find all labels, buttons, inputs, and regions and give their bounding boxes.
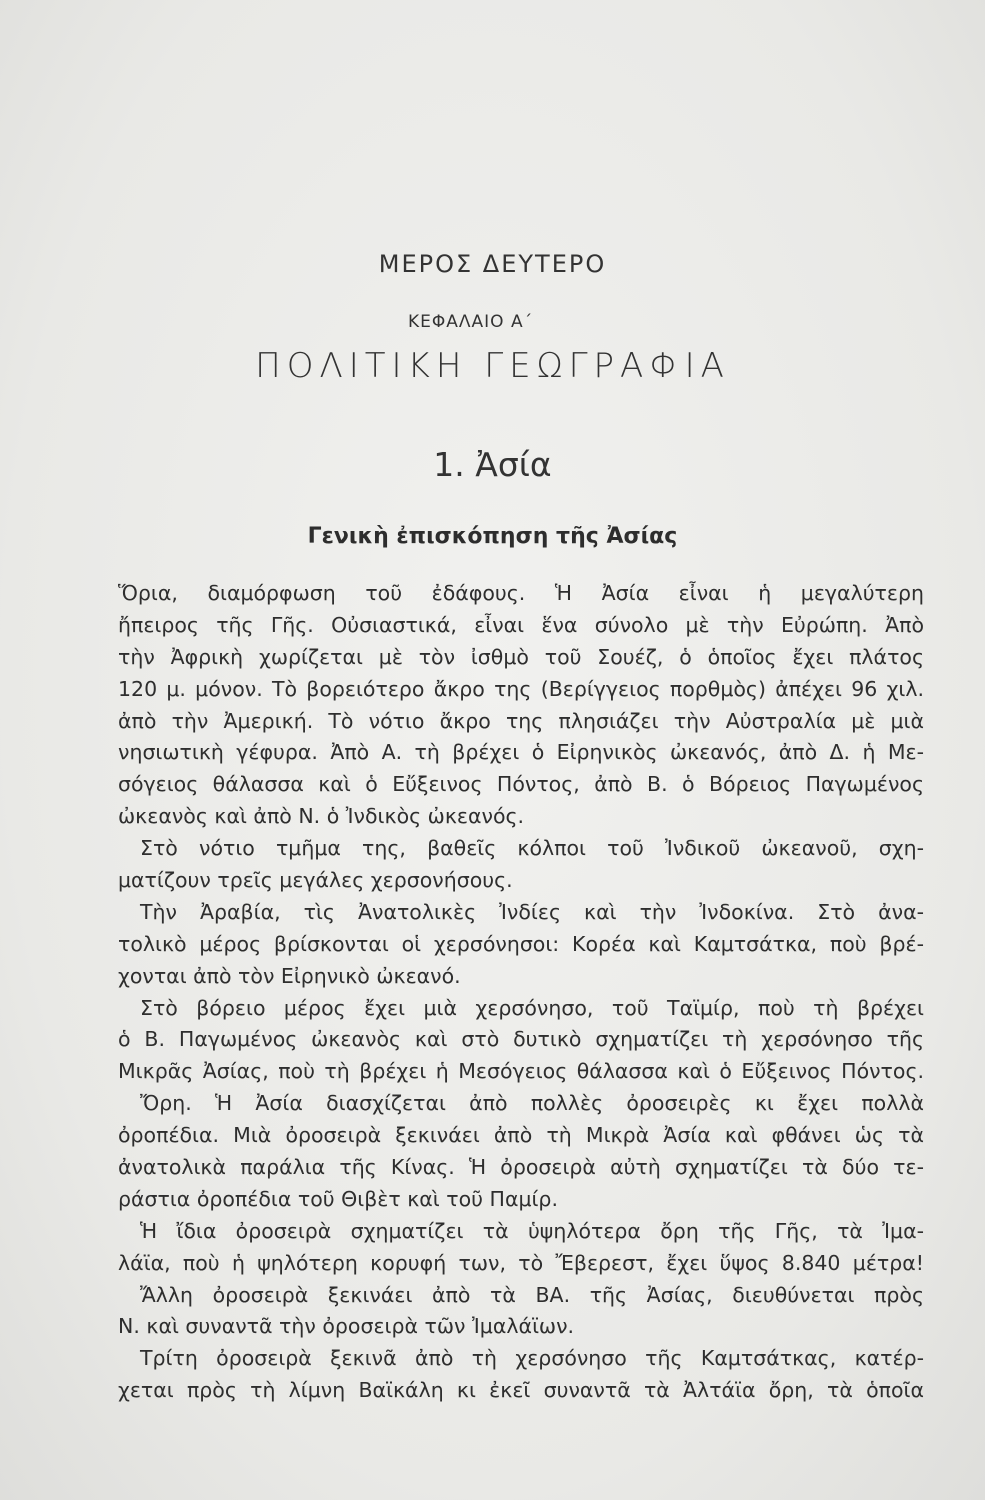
text-line: σόγειος θάλασσα καὶ ὁ Εὔξεινος Πόντος, ἀπὸ Β. ὁ Βόρειος Παγωμένος bbox=[118, 772, 924, 797]
text-line: ἀπὸ τὴν Ἀμερική. Τὸ νότιο ἄκρο της πλησιάζει τὴν Αὐστραλία μὲ μιὰ bbox=[118, 708, 924, 733]
text-line: τολικὸ μέρος βρίσκονται οἱ χερσόνησοι: Κορέα καὶ Καμτσάτκα, ποὺ βρέ- bbox=[118, 931, 924, 956]
section-title: 1. Ἀσία bbox=[433, 445, 552, 484]
body-text bbox=[118, 578, 924, 1407]
text-line: νησιωτικὴ γέφυρα. Ἀπὸ Α. τὴ βρέχει ὁ Εἰρηνικὸς ὠκεανός, ἀπὸ Δ. ἡ Με- bbox=[118, 740, 924, 765]
text-line: ὁ Β. Παγωμένος ὠκεανὸς καὶ στὸ δυτικὸ σχηματίζει τὴ χερσόνησο τῆς bbox=[118, 1027, 924, 1052]
text-line: χεται πρὸς τὴ λίμνη Βαϊκάλη κι ἐκεῖ συναντᾶ τὰ Ἀλτάϊα ὄρη, τὰ ὁποῖα bbox=[118, 1378, 924, 1403]
main-title: ΠΟΛΙΤΙΚΗ ΓΕΩΓΡΑΦΙΑ bbox=[255, 346, 730, 386]
text-line: Ν. καὶ συναντᾶ τὴν ὀροσειρὰ τῶν Ἰμαλάϊων. bbox=[118, 1314, 575, 1339]
part-title: ΜΕΡΟΣ ΔΕΥΤΕΡΟ bbox=[378, 250, 607, 278]
text-line: Στὸ βόρειο μέρος ἔχει μιὰ χερσόνησο, τοῦ Ταϊμίρ, ποὺ τὴ βρέχει bbox=[140, 995, 924, 1020]
text-line: Στὸ νότιο τμῆμα της, βαθεῖς κόλποι τοῦ Ἰνδικοῦ ὠκεανοῦ, σχη- bbox=[140, 836, 924, 861]
text-line: χονται ἀπὸ τὸν Εἰρηνικὸ ὠκεανό. bbox=[118, 963, 461, 988]
text-line: ὀροπέδια. Μιὰ ὀροσειρὰ ξεκινάει ἀπὸ τὴ Μικρὰ Ἀσία καὶ φθάνει ὡς τὰ bbox=[118, 1123, 924, 1148]
text-line: Ὅρια, διαμόρφωση τοῦ ἐδάφους. Ἡ Ἀσία εἶναι ἡ μεγαλύτερη bbox=[118, 581, 924, 605]
text-line: ράστια ὀροπέδια τοῦ Θιβὲτ καὶ τοῦ Παμίρ. bbox=[118, 1186, 558, 1211]
text-line: Ἡ ἴδια ὀροσειρὰ σχηματίζει τὰ ὑψηλότερα ὄρη τῆς Γῆς, τὰ Ἰμα- bbox=[140, 1218, 924, 1243]
text-line: τὴν Ἀφρικὴ χωρίζεται μὲ τὸν ἰσθμὸ τοῦ Σουέζ, ὁ ὁποῖος ἔχει πλάτος bbox=[118, 644, 924, 669]
text-line: ἤπειρος τῆς Γῆς. Οὐσιαστικά, εἶναι ἕνα σύνολο μὲ τὴν Εὐρώπη. Ἀπὸ bbox=[118, 612, 924, 637]
chapter-label: ΚΕΦΑΛΑΙΟ Α΄ bbox=[408, 312, 534, 332]
text-line: Ὄρη. Ἡ Ἀσία διασχίζεται ἀπὸ πολλὲς ὀροσειρὲς κι ἔχει πολλὰ bbox=[140, 1091, 924, 1116]
text-line: λάϊα, ποὺ ἡ ψηλότερη κορυφή των, τὸ Ἔβερεστ, ἔχει ὕψος 8.840 μέτρα! bbox=[118, 1250, 924, 1275]
text-line: ὠκεανὸς καὶ ἀπὸ Ν. ὁ Ἰνδικὸς ὠκεανός. bbox=[118, 804, 525, 829]
subsection-title: Γενικὴ ἐπισκόπηση τῆς Ἀσίας bbox=[307, 524, 678, 549]
text-line: Τὴν Ἀραβία, τὶς Ἀνατολικὲς Ἰνδίες καὶ τὴν Ἰνδοκίνα. Στὸ ἀνα- bbox=[140, 899, 924, 924]
text-line: ἀνατολικὰ παράλια τῆς Κίνας. Ἡ ὀροσειρὰ αὐτὴ σχηματίζει τὰ δύο τε- bbox=[118, 1155, 924, 1180]
text-line: 120 μ. μόνον. Τὸ βορειότερο ἄκρο της (Βερίγγειος πορθμὸς) ἀπέχει 96 χιλ. bbox=[118, 676, 924, 701]
text-line: Τρίτη ὀροσειρὰ ξεκινᾶ ἀπὸ τὴ χερσόνησο τῆς Καμτσάτκας, κατέρ- bbox=[140, 1346, 924, 1371]
text-line: Ἄλλη ὀροσειρὰ ξεκινάει ἀπὸ τὰ ΒΑ. τῆς Ἀσίας, διευθύνεται πρὸς bbox=[140, 1282, 924, 1307]
text-line: ματίζουν τρεῖς μεγάλες χερσονήσους. bbox=[118, 868, 513, 893]
text-line: Μικρᾶς Ἀσίας, ποὺ τὴ βρέχει ἡ Μεσόγειος θάλασσα καὶ ὁ Εὔξεινος Πόντος. bbox=[118, 1059, 924, 1084]
